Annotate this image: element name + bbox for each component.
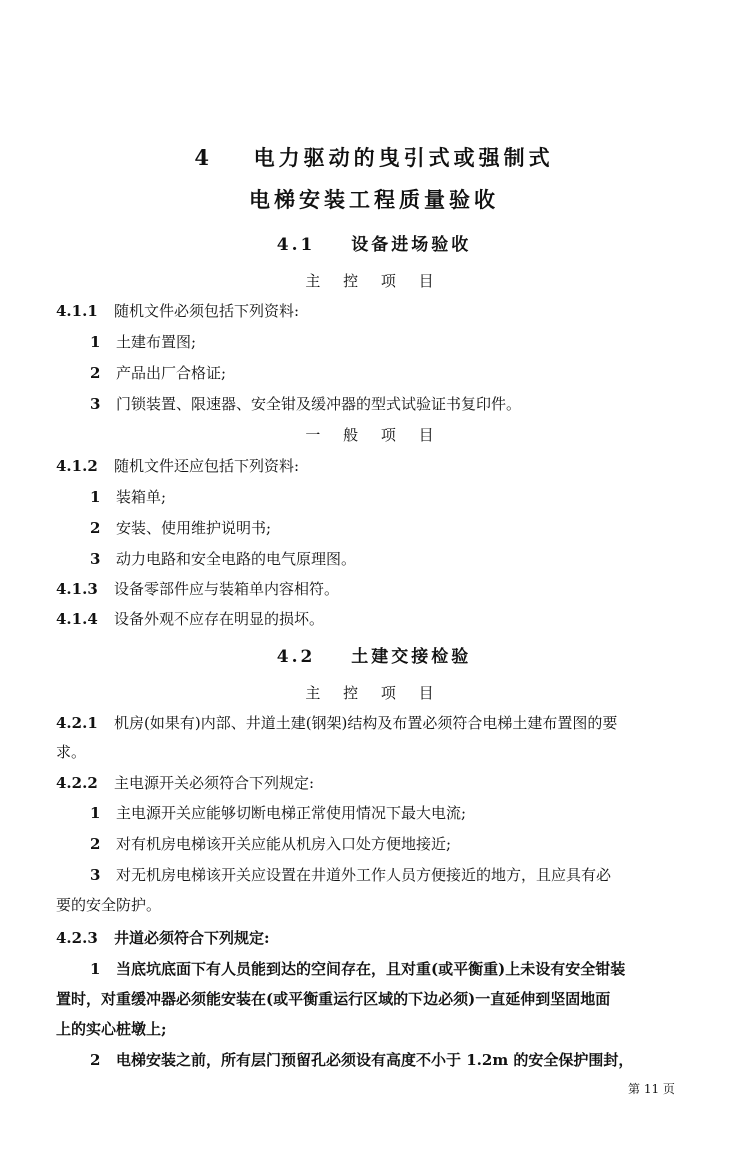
- list-item: 1 装箱单;: [90, 488, 167, 506]
- clause-4-2-3: 4.2.3 井道必须符合下列规定:: [56, 929, 270, 947]
- list-item: 2 电梯安装之前，所有层门预留孔必须设有高度不小于 1.2m 的安全保护围封，: [90, 1051, 634, 1069]
- section-number: 4.2: [276, 647, 316, 667]
- clause-4-2-1-continuation: 求。: [56, 743, 87, 761]
- chapter-number: 4: [194, 145, 213, 170]
- chapter-title-line2: 电梯安装工程质量验收: [249, 187, 499, 212]
- list-item: 3 对无机房电梯该开关应设置在井道外工作人员方便接近的地方，且应具有必: [90, 866, 612, 884]
- list-item: 3 门锁装置、限速器、安全钳及缓冲器的型式试验证书复印件。: [90, 395, 522, 413]
- clause-number: 4.1.2: [56, 457, 98, 475]
- clause-4-1-2: [56, 455, 696, 477]
- clause-text: 随机文件还应包括下列资料:: [114, 457, 300, 475]
- clause-4-1-3: 4.1.3 设备零部件应与装箱单内容相符。: [56, 580, 340, 598]
- clause-4-1-4: 4.1.4 设备外观不应存在明显的损坏。: [56, 610, 325, 628]
- section-title-text: 土建交接检验: [351, 647, 472, 667]
- list-item: 2 对有机房电梯该开关应能从机房入口处方便地接近;: [90, 835, 452, 853]
- chapter-title-line1: [0, 142, 748, 172]
- list-item: 2 安装、使用维护说明书;: [90, 519, 272, 537]
- clause-4-2-2: 4.2.2 主电源开关必须符合下列规定:: [56, 774, 315, 792]
- section-4-2-title: [0, 642, 748, 667]
- section-4-1-title: [0, 230, 748, 255]
- list-item: 1 土建布置图;: [90, 333, 197, 351]
- list-item-continuation: 置时，对重缓冲器必须能安装在(或平衡重运行区域的下边必须)一直延伸到坚固地面: [56, 990, 611, 1008]
- clause-4-2-1: 4.2.1 机房(如果有)内部、井道土建(钢架)结构及布置必须符合电梯土建布置图的要: [56, 714, 618, 732]
- main-items-heading: 主 控 项 目: [305, 684, 443, 702]
- clause-4-1-1: [56, 300, 696, 322]
- page-number: 第 11 页: [628, 1082, 675, 1096]
- list-item: 2 产品出厂合格证;: [90, 364, 227, 382]
- list-item: 1 当底坑底面下有人员能到达的空间存在，且对重(或平衡重)上未设有安全钳装: [90, 960, 626, 978]
- list-item-continuation: 上的实心桩墩上;: [56, 1020, 167, 1038]
- list-item: 3 动力电路和安全电路的电气原理图。: [90, 550, 357, 568]
- list-item: 1 主电源开关应能够切断电梯正常使用情况下最大电流;: [90, 804, 467, 822]
- clause-number: 4.1.1: [56, 302, 98, 320]
- section-number: 4.1: [276, 235, 316, 255]
- chapter-title-text: 电力驱动的曳引式或强制式: [253, 145, 554, 170]
- clause-text: 随机文件必须包括下列资料:: [114, 302, 300, 320]
- list-item-continuation: 要的安全防护。: [56, 896, 162, 914]
- main-items-heading: 主 控 项 目: [305, 272, 443, 290]
- general-items-heading: 一 般 项 目: [305, 426, 443, 444]
- section-title-text: 设备进场验收: [351, 235, 472, 255]
